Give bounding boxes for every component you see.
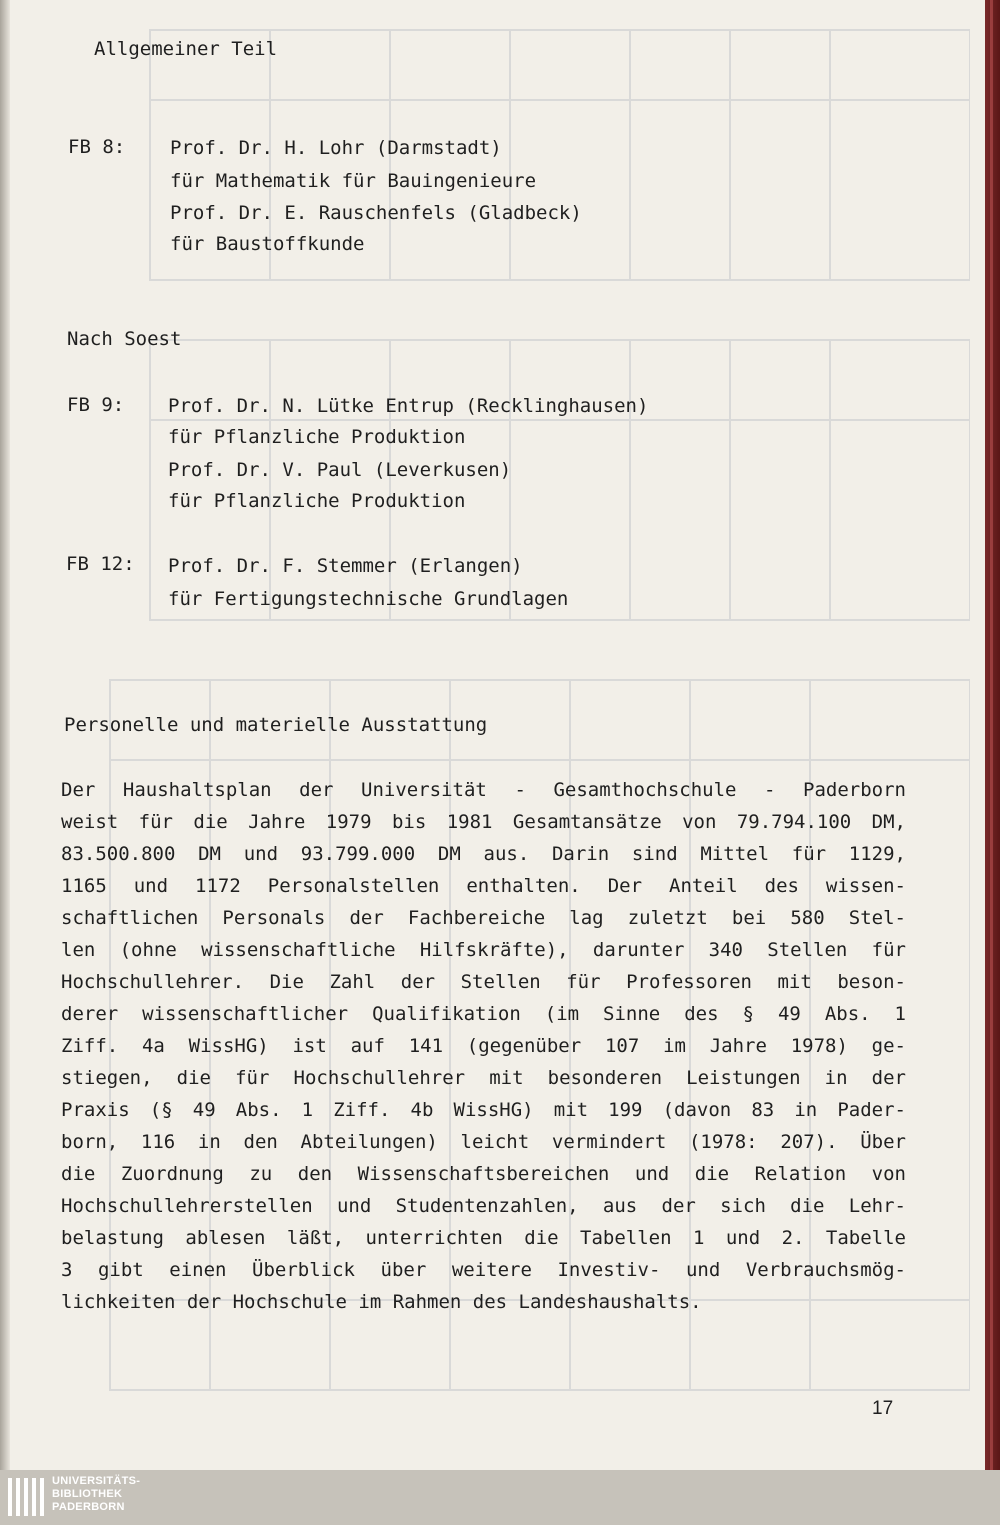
paragraph-line: 1165 und 1172 Personalstellen enthalten. Der Anteil des wissen- xyxy=(61,875,906,897)
paragraph-line: 83.500.800 DM und 93.799.000 DM aus. Darin sind Mittel für 1129, xyxy=(61,843,906,865)
library-logo-line: UNIVERSITÄTS- xyxy=(52,1475,141,1487)
paragraph-line: Der Haushaltsplan der Universität - Gesamthochschule - Paderborn xyxy=(61,779,906,801)
library-footer xyxy=(0,1470,1000,1525)
paragraph-line: derer wissenschaftlicher Qualifikation (im Sinne des § 49 Abs. 1 xyxy=(61,1003,906,1025)
section-heading-general: Allgemeiner Teil xyxy=(94,38,278,60)
fb12-label: FB 12: xyxy=(66,553,135,575)
paragraph-line: belastung ablesen läßt, unterrichten die Tabellen 1 und 2. Tabelle xyxy=(61,1227,906,1249)
fb9-entry: Prof. Dr. N. Lütke Entrup (Recklinghausen) xyxy=(168,395,649,417)
fb8-entry: Prof. Dr. E. Rauschenfels (Gladbeck) xyxy=(170,202,582,224)
fb9-entry: Prof. Dr. V. Paul (Leverkusen) xyxy=(168,459,512,481)
paragraph-line: schaftlichen Personals der Fachbereiche lag zuletzt bei 580 Stel- xyxy=(61,907,906,929)
page-number: 17 xyxy=(872,1398,894,1419)
paragraph-line: len (ohne wissenschaftliche Hilfskräfte), darunter 340 Stellen für xyxy=(61,939,906,961)
paragraph-line: Praxis (§ 49 Abs. 1 Ziff. 4b WissHG) mit 199 (davon 83 in Pader- xyxy=(61,1099,906,1121)
fb12-entry: Prof. Dr. F. Stemmer (Erlangen) xyxy=(168,555,523,577)
paragraph-line: stiegen, die für Hochschullehrer mit besonderen Leistungen in der xyxy=(61,1067,906,1089)
library-logo-icon xyxy=(6,1474,46,1520)
paragraph-line: born, 116 in den Abteilungen) leicht vermindert (1978: 207). Über xyxy=(61,1131,906,1153)
paragraph-line: weist für die Jahre 1979 bis 1981 Gesamtansätze von 79.794.100 DM, xyxy=(61,811,906,833)
library-logo-text xyxy=(52,1475,140,1514)
section-heading-staff: Personelle und materielle Ausstattung xyxy=(64,714,488,736)
fb9-label: FB 9: xyxy=(67,394,125,416)
library-logo-line: BIBLIOTHEK xyxy=(52,1488,123,1500)
book-spine-highlight xyxy=(990,0,993,1470)
paragraph-line: Hochschullehrer. Die Zahl der Stellen für Professoren mit beson- xyxy=(61,971,906,993)
paragraph-line: lichkeiten der Hochschule im Rahmen des Landeshaushalts. xyxy=(61,1291,702,1313)
fb8-entry: Prof. Dr. H. Lohr (Darmstadt) xyxy=(170,137,502,159)
fb8-entry: für Mathematik für Bauingenieure xyxy=(170,170,537,192)
paragraph-line: 3 gibt einen Überblick über weitere Investiv- und Verbrauchsmög- xyxy=(61,1259,906,1281)
paragraph-line: die Zuordnung zu den Wissenschaftsbereichen und die Relation von xyxy=(61,1163,906,1185)
paragraph-line: Hochschullehrerstellen und Studentenzahlen, aus der sich die Lehr- xyxy=(61,1195,906,1217)
fb9-entry: für Pflanzliche Produktion xyxy=(168,490,466,512)
section-heading-soest: Nach Soest xyxy=(67,328,182,350)
fb8-entry: für Baustoffkunde xyxy=(170,233,365,255)
fb8-label: FB 8: xyxy=(68,136,126,158)
paragraph-line: Ziff. 4a WissHG) ist auf 141 (gegenüber 107 im Jahre 1978) ge- xyxy=(61,1035,906,1057)
library-logo-line: PADERBORN xyxy=(52,1501,125,1513)
fb9-entry: für Pflanzliche Produktion xyxy=(168,426,466,448)
page-left-edge xyxy=(0,0,10,1470)
fb12-entry: für Fertigungstechnische Grundlagen xyxy=(168,588,569,610)
